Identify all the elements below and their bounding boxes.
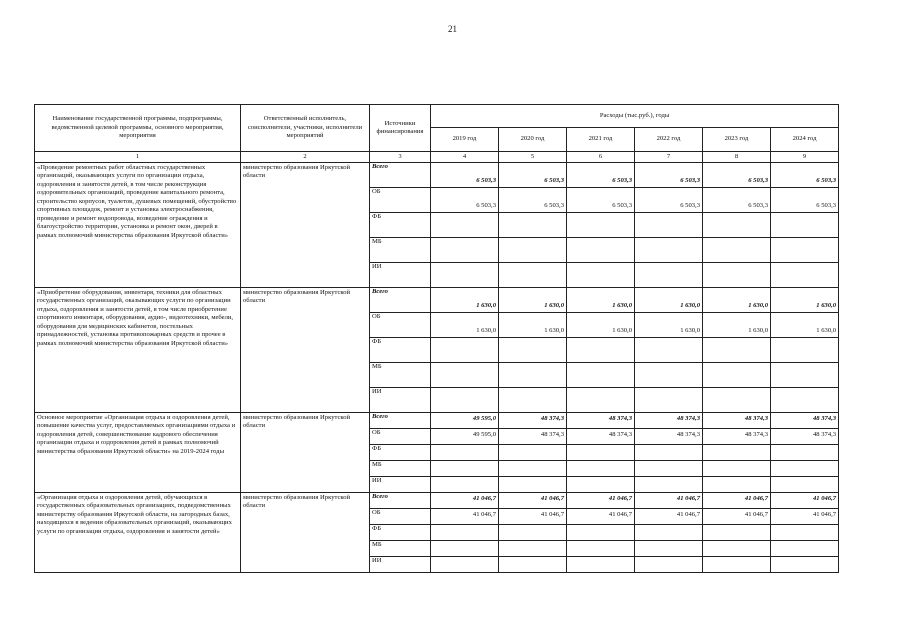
header-expenses: Расходы (тыс.руб.), годы xyxy=(431,105,839,128)
header-year: 2024 год xyxy=(771,128,839,152)
source-fb: ФБ xyxy=(370,338,431,363)
empty-cell xyxy=(635,338,703,363)
ob-value: 41 046,7 xyxy=(771,509,839,525)
empty-cell xyxy=(567,477,635,493)
total-value: 48 374,3 xyxy=(567,413,635,429)
ob-value: 48 374,3 xyxy=(635,429,703,445)
ob-value: 48 374,3 xyxy=(771,429,839,445)
ob-value: 1 630,0 xyxy=(567,313,635,338)
empty-cell xyxy=(703,541,771,557)
empty-cell xyxy=(771,445,839,461)
header-responsible: Ответственный исполнитель, соисполнители, участники, исполнители мероприятий xyxy=(241,105,370,152)
source-fb: ФБ xyxy=(370,445,431,461)
ob-value: 48 374,3 xyxy=(567,429,635,445)
empty-cell xyxy=(703,238,771,263)
header-program: Наименование государственной программы, подпрограммы, ведомственной целевой программы, основного мероприятия, мероприятия xyxy=(35,105,241,152)
column-number: 5 xyxy=(499,152,567,163)
ob-value: 1 630,0 xyxy=(703,313,771,338)
empty-cell xyxy=(771,238,839,263)
source-ii: ИИ xyxy=(370,388,431,413)
source-mb: МБ xyxy=(370,238,431,263)
header-year: 2021 год xyxy=(567,128,635,152)
empty-cell xyxy=(703,338,771,363)
responsible-executor: министерство образования Иркутской области xyxy=(241,288,370,413)
activity-name: «Приобретение оборудования, инвентаря, техники для областных государственных организаций, оказывающих услуги по организации отдыха, оздоровления и занятости детей, в том числе приобретение спортивного инвентаря, оборудования, аудио-, видеотехники, мебели, оборудования для медицинских кабинетов, постельных принадлежностей, установка противопожарных средств и прочее в рамках полномочий министерства образования Иркутской области» xyxy=(35,288,241,413)
empty-cell xyxy=(771,338,839,363)
empty-cell xyxy=(635,525,703,541)
activity-name: Основное мероприятие «Организация отдыха и оздоровления детей, повышение качества услуг, предоставляемых организациями отдыха и оздоровления детей, совершенствование кадрового обеспечения организации отдыха и оздоровления детей в рамках полномочий министерства образования Иркутской области» на 2019-2024 годы xyxy=(35,413,241,493)
activity-name: «Проведение ремонтных работ областных государственных организаций, оказывающих услуги по организации отдыха, оздоровления и занятости детей, в том числе реконструкция оздоровительных организаций, проведение капитального ремонта, строительство корпусов, туалетов, душевых помещений, обустройство спортивных площадок, ремонт и установка электроснабжения, проведение и ремонт водопровода, возведение ограждения и благоустройство территории, установка и ремонт окон, дверей в рамках полномочий министерства образования Иркутской области» xyxy=(35,163,241,288)
source-fb: ФБ xyxy=(370,213,431,238)
total-value: 1 630,0 xyxy=(567,288,635,313)
empty-cell xyxy=(431,213,499,238)
total-value: 48 374,3 xyxy=(635,413,703,429)
source-mb: МБ xyxy=(370,461,431,477)
empty-cell xyxy=(431,477,499,493)
total-value: 6 503,3 xyxy=(635,163,703,188)
column-number: 6 xyxy=(567,152,635,163)
empty-cell xyxy=(499,263,567,288)
source-mb: МБ xyxy=(370,541,431,557)
total-value: 49 595,0 xyxy=(431,413,499,429)
total-value: 1 630,0 xyxy=(635,288,703,313)
empty-cell xyxy=(635,461,703,477)
empty-cell xyxy=(703,477,771,493)
column-number: 8 xyxy=(703,152,771,163)
column-number: 1 xyxy=(35,152,241,163)
header-year: 2019 год xyxy=(431,128,499,152)
empty-cell xyxy=(703,445,771,461)
total-value: 1 630,0 xyxy=(771,288,839,313)
ob-value: 48 374,3 xyxy=(499,429,567,445)
empty-cell xyxy=(703,363,771,388)
total-value: 48 374,3 xyxy=(703,413,771,429)
total-value: 41 046,7 xyxy=(703,493,771,509)
ob-value: 41 046,7 xyxy=(635,509,703,525)
empty-cell xyxy=(499,445,567,461)
responsible-executor: министерство образования Иркутской области xyxy=(241,163,370,288)
empty-cell xyxy=(431,541,499,557)
empty-cell xyxy=(703,557,771,573)
source-ob: ОБ xyxy=(370,313,431,338)
source-ob: ОБ xyxy=(370,509,431,525)
empty-cell xyxy=(635,363,703,388)
empty-cell xyxy=(567,338,635,363)
expenses-table xyxy=(34,104,839,573)
empty-cell xyxy=(771,541,839,557)
ob-value: 49 595,0 xyxy=(431,429,499,445)
empty-cell xyxy=(499,338,567,363)
empty-cell xyxy=(567,525,635,541)
empty-cell xyxy=(771,263,839,288)
empty-cell xyxy=(499,541,567,557)
ob-value: 48 374,3 xyxy=(703,429,771,445)
source-mb: МБ xyxy=(370,363,431,388)
total-value: 6 503,3 xyxy=(771,163,839,188)
source-ob: ОБ xyxy=(370,188,431,213)
ob-value: 6 503,3 xyxy=(771,188,839,213)
empty-cell xyxy=(431,263,499,288)
header-year: 2023 год xyxy=(703,128,771,152)
empty-cell xyxy=(703,388,771,413)
empty-cell xyxy=(499,525,567,541)
header-sources: Источники финансирования xyxy=(370,105,431,152)
empty-cell xyxy=(567,213,635,238)
ob-value: 6 503,3 xyxy=(567,188,635,213)
ob-value: 1 630,0 xyxy=(431,313,499,338)
empty-cell xyxy=(771,525,839,541)
source-fb: ФБ xyxy=(370,525,431,541)
ob-value: 6 503,3 xyxy=(499,188,567,213)
empty-cell xyxy=(635,213,703,238)
empty-cell xyxy=(771,363,839,388)
empty-cell xyxy=(635,238,703,263)
empty-cell xyxy=(499,238,567,263)
column-number: 9 xyxy=(771,152,839,163)
empty-cell xyxy=(771,477,839,493)
empty-cell xyxy=(635,445,703,461)
total-value: 41 046,7 xyxy=(499,493,567,509)
empty-cell xyxy=(567,461,635,477)
empty-cell xyxy=(567,557,635,573)
empty-cell xyxy=(771,557,839,573)
ob-value: 1 630,0 xyxy=(635,313,703,338)
empty-cell xyxy=(499,461,567,477)
total-value: 48 374,3 xyxy=(771,413,839,429)
ob-value: 1 630,0 xyxy=(771,313,839,338)
empty-cell xyxy=(567,541,635,557)
empty-cell xyxy=(567,238,635,263)
header-year: 2022 год xyxy=(635,128,703,152)
empty-cell xyxy=(771,388,839,413)
empty-cell xyxy=(567,445,635,461)
ob-value: 41 046,7 xyxy=(703,509,771,525)
total-value: 41 046,7 xyxy=(771,493,839,509)
empty-cell xyxy=(567,388,635,413)
total-value: 6 503,3 xyxy=(567,163,635,188)
empty-cell xyxy=(431,338,499,363)
source-ob: ОБ xyxy=(370,429,431,445)
ob-value: 41 046,7 xyxy=(431,509,499,525)
empty-cell xyxy=(431,363,499,388)
total-value: 48 374,3 xyxy=(499,413,567,429)
empty-cell xyxy=(499,213,567,238)
source-ii: ИИ xyxy=(370,263,431,288)
empty-cell xyxy=(635,388,703,413)
source-total: Всего xyxy=(370,493,431,509)
empty-cell xyxy=(635,541,703,557)
empty-cell xyxy=(499,388,567,413)
ob-value: 1 630,0 xyxy=(499,313,567,338)
empty-cell xyxy=(635,477,703,493)
empty-cell xyxy=(431,461,499,477)
empty-cell xyxy=(431,445,499,461)
empty-cell xyxy=(431,525,499,541)
total-value: 6 503,3 xyxy=(703,163,771,188)
column-number: 3 xyxy=(370,152,431,163)
empty-cell xyxy=(635,557,703,573)
empty-cell xyxy=(431,557,499,573)
responsible-executor: министерство образования Иркутской области xyxy=(241,413,370,493)
source-total: Всего xyxy=(370,163,431,188)
source-total: Всего xyxy=(370,288,431,313)
empty-cell xyxy=(567,263,635,288)
source-total: Всего xyxy=(370,413,431,429)
page-number: 21 xyxy=(448,24,457,34)
header-year: 2020 год xyxy=(499,128,567,152)
total-value: 41 046,7 xyxy=(431,493,499,509)
empty-cell xyxy=(703,525,771,541)
column-number: 7 xyxy=(635,152,703,163)
empty-cell xyxy=(635,263,703,288)
empty-cell xyxy=(703,461,771,477)
empty-cell xyxy=(499,363,567,388)
total-value: 1 630,0 xyxy=(431,288,499,313)
total-value: 6 503,3 xyxy=(431,163,499,188)
source-ii: ИИ xyxy=(370,557,431,573)
total-value: 41 046,7 xyxy=(635,493,703,509)
ob-value: 6 503,3 xyxy=(703,188,771,213)
ob-value: 6 503,3 xyxy=(431,188,499,213)
ob-value: 41 046,7 xyxy=(567,509,635,525)
empty-cell xyxy=(703,213,771,238)
ob-value: 6 503,3 xyxy=(635,188,703,213)
column-number: 4 xyxy=(431,152,499,163)
empty-cell xyxy=(771,461,839,477)
activity-name: «Организация отдыха и оздоровления детей, обучающихся в государственных образовательных организациях, подведомственных министерству образования Иркутской области, на загородных базах, находящихся в ведении образовательных организаций, оказывающих услуги по организации отдыха, оздоровления и занятости детей» xyxy=(35,493,241,573)
source-ii: ИИ xyxy=(370,477,431,493)
empty-cell xyxy=(771,213,839,238)
ob-value: 41 046,7 xyxy=(499,509,567,525)
empty-cell xyxy=(431,388,499,413)
total-value: 1 630,0 xyxy=(703,288,771,313)
total-value: 6 503,3 xyxy=(499,163,567,188)
empty-cell xyxy=(567,363,635,388)
empty-cell xyxy=(499,557,567,573)
empty-cell xyxy=(431,238,499,263)
total-value: 1 630,0 xyxy=(499,288,567,313)
total-value: 41 046,7 xyxy=(567,493,635,509)
empty-cell xyxy=(499,477,567,493)
column-number: 2 xyxy=(241,152,370,163)
empty-cell xyxy=(703,263,771,288)
responsible-executor: министерство образования Иркутской области xyxy=(241,493,370,573)
